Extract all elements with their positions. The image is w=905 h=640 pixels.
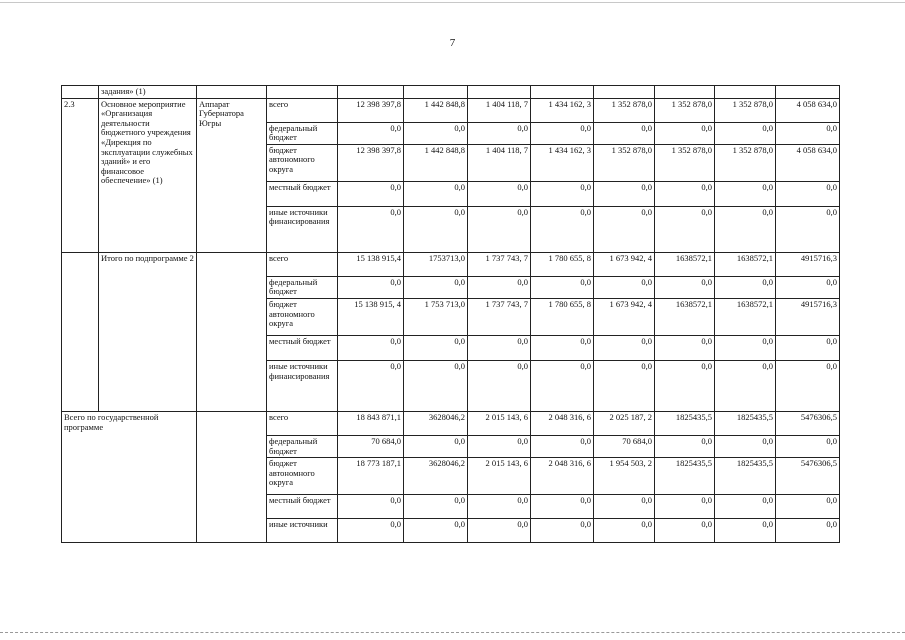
amount-value: 1638572,1	[675, 252, 712, 263]
amount-cell	[594, 252, 655, 276]
funding-source: федеральный бюджет	[267, 276, 338, 298]
amount-cell	[655, 276, 715, 298]
amount-value: 0,0	[390, 335, 401, 346]
amount-value: 0,0	[580, 435, 591, 446]
amount-value: 0,0	[826, 335, 837, 346]
amount-value: 12 398 397,8	[356, 144, 401, 155]
cell-empty	[468, 86, 531, 99]
amount-value: 4915716,3	[800, 298, 837, 309]
amount-value: 0,0	[701, 495, 712, 506]
amount-cell	[715, 335, 776, 360]
activity-name: Основное мероприятие «Организация деятельности бюджетного учреждения «Дирекция по эксплуатации служебных зданий» и его финансовое обеспечение» (1)	[99, 98, 197, 252]
amount-value: 0,0	[580, 360, 591, 371]
funding-source: иные источники финансирования	[267, 360, 338, 411]
amount-cell	[655, 495, 715, 519]
amount-cell	[468, 495, 531, 519]
amount-value: 1825435,5	[736, 411, 773, 422]
amount-value: 0,0	[762, 360, 773, 371]
amount-cell	[468, 122, 531, 144]
amount-cell	[776, 276, 840, 298]
cell-empty	[531, 86, 594, 99]
amount-value: 0,0	[762, 335, 773, 346]
amount-value: 5476306,5	[800, 411, 837, 422]
amount-value: 12 398 397,8	[356, 98, 401, 109]
amount-value: 0,0	[517, 435, 528, 446]
item-number: 2.3	[62, 98, 99, 252]
amount-value: 1638572,1	[736, 252, 773, 263]
amount-cell	[655, 411, 715, 435]
amount-value: 0,0	[454, 435, 465, 446]
amount-value: 3628046,2	[428, 458, 465, 469]
amount-value: 0,0	[517, 122, 528, 133]
amount-value: 15 138 915,4	[356, 252, 401, 263]
amount-cell	[715, 276, 776, 298]
amount-value: 1 404 118, 7	[485, 98, 528, 109]
table-row	[62, 411, 840, 435]
amount-cell	[655, 298, 715, 335]
amount-value: 0,0	[390, 495, 401, 506]
funding-source: федеральный бюджет	[267, 435, 338, 457]
amount-cell	[531, 181, 594, 206]
amount-value: 1 352 878,0	[671, 98, 712, 109]
amount-cell	[594, 181, 655, 206]
amount-cell	[594, 335, 655, 360]
amount-value: 0,0	[454, 360, 465, 371]
amount-value: 1 673 942, 4	[609, 298, 652, 309]
funding-source: бюджет автономного округа	[267, 298, 338, 335]
cell-empty	[197, 252, 267, 411]
amount-value: 0,0	[641, 122, 652, 133]
amount-value: 0,0	[390, 181, 401, 192]
bottom-scan-edge	[0, 632, 905, 634]
amount-cell	[655, 458, 715, 495]
amount-value: 0,0	[517, 360, 528, 371]
amount-value: 0,0	[641, 360, 652, 371]
amount-value: 0,0	[762, 122, 773, 133]
amount-value: 1 954 503, 2	[609, 458, 652, 469]
amount-cell	[404, 360, 468, 411]
amount-value: 0,0	[701, 435, 712, 446]
amount-value: 1825435,5	[736, 458, 773, 469]
amount-cell	[338, 98, 404, 122]
amount-cell	[531, 519, 594, 543]
amount-cell	[404, 519, 468, 543]
amount-cell	[776, 252, 840, 276]
top-scan-edge	[0, 2, 905, 3]
amount-cell	[338, 458, 404, 495]
funding-source: всего	[267, 98, 338, 122]
amount-cell	[404, 252, 468, 276]
amount-cell	[338, 144, 404, 181]
amount-value: 0,0	[826, 360, 837, 371]
amount-value: 0,0	[762, 435, 773, 446]
amount-cell	[655, 181, 715, 206]
amount-value: 1 442 848,8	[424, 98, 465, 109]
amount-cell	[338, 360, 404, 411]
amount-value: 0,0	[826, 495, 837, 506]
amount-value: 0,0	[701, 276, 712, 287]
amount-cell	[594, 206, 655, 252]
amount-value: 1825435,5	[675, 458, 712, 469]
amount-value: 0,0	[641, 276, 652, 287]
funding-source: всего	[267, 252, 338, 276]
amount-cell	[404, 411, 468, 435]
amount-cell	[655, 519, 715, 543]
amount-cell	[338, 435, 404, 457]
amount-cell	[468, 206, 531, 252]
amount-cell	[594, 298, 655, 335]
amount-cell	[594, 98, 655, 122]
amount-cell	[531, 298, 594, 335]
amount-value: 1753713,0	[428, 252, 465, 263]
amount-cell	[468, 144, 531, 181]
amount-value: 0,0	[826, 519, 837, 530]
amount-value: 0,0	[701, 519, 712, 530]
amount-value: 1 737 743, 7	[485, 298, 528, 309]
amount-cell	[468, 519, 531, 543]
amount-value: 0,0	[454, 181, 465, 192]
amount-value: 0,0	[454, 335, 465, 346]
amount-cell	[338, 181, 404, 206]
cell-empty	[62, 86, 99, 99]
amount-value: 0,0	[390, 206, 401, 217]
amount-cell	[594, 276, 655, 298]
amount-cell	[404, 495, 468, 519]
funding-source: всего	[267, 411, 338, 435]
amount-cell	[594, 519, 655, 543]
amount-cell	[715, 435, 776, 457]
amount-cell	[404, 458, 468, 495]
amount-value: 0,0	[454, 206, 465, 217]
amount-value: 0,0	[454, 276, 465, 287]
amount-cell	[594, 360, 655, 411]
amount-value: 1 753 713,0	[424, 298, 465, 309]
cell-empty	[594, 86, 655, 99]
cell-empty	[776, 86, 840, 99]
amount-cell	[531, 411, 594, 435]
amount-cell	[776, 144, 840, 181]
amount-cell	[776, 122, 840, 144]
header-continuation-row	[62, 86, 840, 99]
amount-value: 0,0	[826, 435, 837, 446]
amount-value: 0,0	[826, 181, 837, 192]
amount-value: 1 352 878,0	[732, 144, 773, 155]
amount-value: 0,0	[390, 276, 401, 287]
table-body	[62, 86, 840, 543]
amount-value: 2 048 316, 6	[548, 458, 591, 469]
amount-value: 1 352 878,0	[611, 144, 652, 155]
amount-value: 1 352 878,0	[732, 98, 773, 109]
funding-source: иные источники финансирования	[267, 206, 338, 252]
amount-value: 0,0	[517, 181, 528, 192]
amount-value: 0,0	[826, 206, 837, 217]
amount-cell	[715, 122, 776, 144]
amount-value: 0,0	[580, 122, 591, 133]
cell-empty	[62, 252, 99, 411]
amount-cell	[776, 495, 840, 519]
amount-cell	[594, 122, 655, 144]
amount-value: 1 352 878,0	[671, 144, 712, 155]
amount-cell	[338, 276, 404, 298]
amount-cell	[531, 458, 594, 495]
amount-cell	[468, 98, 531, 122]
funding-source: бюджет автономного округа	[267, 458, 338, 495]
amount-cell	[404, 276, 468, 298]
page-number: 7	[449, 37, 456, 49]
amount-cell	[531, 98, 594, 122]
amount-cell	[468, 360, 531, 411]
funding-source: местный бюджет	[267, 181, 338, 206]
amount-cell	[655, 335, 715, 360]
cell-empty	[404, 86, 468, 99]
amount-value: 0,0	[826, 122, 837, 133]
amount-cell	[468, 411, 531, 435]
amount-value: 4 058 634,0	[796, 144, 837, 155]
amount-value: 0,0	[580, 519, 591, 530]
amount-cell	[404, 206, 468, 252]
amount-cell	[531, 206, 594, 252]
amount-cell	[715, 144, 776, 181]
amount-cell	[338, 411, 404, 435]
amount-cell	[655, 435, 715, 457]
cell-empty	[655, 86, 715, 99]
amount-cell	[338, 122, 404, 144]
amount-cell	[594, 495, 655, 519]
amount-cell	[776, 206, 840, 252]
amount-cell	[531, 435, 594, 457]
amount-cell	[338, 298, 404, 335]
funding-source: местный бюджет	[267, 495, 338, 519]
amount-value: 18 843 871,1	[356, 411, 401, 422]
amount-value: 1 780 655, 8	[548, 298, 591, 309]
amount-value: 1638572,1	[675, 298, 712, 309]
amount-value: 0,0	[454, 122, 465, 133]
amount-value: 1 737 743, 7	[485, 252, 528, 263]
amount-cell	[468, 276, 531, 298]
amount-cell	[594, 411, 655, 435]
amount-cell	[655, 252, 715, 276]
amount-cell	[715, 519, 776, 543]
amount-value: 0,0	[517, 495, 528, 506]
amount-value: 15 138 915, 4	[354, 298, 401, 309]
amount-cell	[594, 144, 655, 181]
amount-cell	[468, 181, 531, 206]
amount-value: 0,0	[454, 519, 465, 530]
amount-cell	[531, 360, 594, 411]
amount-cell	[531, 276, 594, 298]
amount-cell	[776, 298, 840, 335]
amount-value: 0,0	[641, 495, 652, 506]
amount-cell	[594, 435, 655, 457]
amount-cell	[715, 98, 776, 122]
amount-value: 0,0	[517, 276, 528, 287]
amount-value: 0,0	[762, 206, 773, 217]
amount-cell	[468, 298, 531, 335]
amount-value: 1 434 162, 3	[548, 144, 591, 155]
amount-cell	[715, 360, 776, 411]
amount-value: 0,0	[580, 335, 591, 346]
amount-cell	[468, 335, 531, 360]
amount-value: 0,0	[641, 335, 652, 346]
funding-source: иные источники	[267, 519, 338, 543]
amount-value: 0,0	[762, 519, 773, 530]
amount-value: 1 404 118, 7	[485, 144, 528, 155]
amount-cell	[776, 519, 840, 543]
amount-value: 1 442 848,8	[424, 144, 465, 155]
amount-value: 0,0	[580, 206, 591, 217]
subtotal-label: Итого по подпрограмме 2	[99, 252, 197, 411]
amount-cell	[655, 98, 715, 122]
executor: Аппарат Губернатора Югры	[197, 98, 267, 252]
amount-cell	[404, 144, 468, 181]
amount-cell	[531, 122, 594, 144]
amount-cell	[338, 206, 404, 252]
amount-cell	[776, 411, 840, 435]
amount-value: 0,0	[826, 276, 837, 287]
amount-cell	[531, 495, 594, 519]
amount-value: 0,0	[517, 519, 528, 530]
amount-value: 0,0	[701, 206, 712, 217]
table-row	[62, 98, 840, 122]
amount-value: 0,0	[580, 181, 591, 192]
amount-value: 0,0	[517, 335, 528, 346]
amount-cell	[776, 435, 840, 457]
amount-cell	[776, 458, 840, 495]
amount-cell	[404, 335, 468, 360]
amount-value: 70 684,0	[371, 435, 401, 446]
amount-value: 4915716,3	[800, 252, 837, 263]
amount-cell	[655, 360, 715, 411]
amount-value: 2 015 143, 6	[485, 458, 528, 469]
cell-empty	[267, 86, 338, 99]
amount-cell	[776, 98, 840, 122]
amount-value: 2 025 187, 2	[609, 411, 652, 422]
amount-value: 0,0	[701, 181, 712, 192]
funding-source: местный бюджет	[267, 335, 338, 360]
amount-value: 0,0	[390, 519, 401, 530]
amount-cell	[404, 298, 468, 335]
cell-empty	[338, 86, 404, 99]
amount-cell	[531, 144, 594, 181]
amount-cell	[715, 206, 776, 252]
amount-value: 1 352 878,0	[611, 98, 652, 109]
amount-value: 2 015 143, 6	[485, 411, 528, 422]
amount-cell	[715, 298, 776, 335]
amount-value: 0,0	[580, 495, 591, 506]
amount-cell	[655, 206, 715, 252]
amount-value: 1638572,1	[736, 298, 773, 309]
amount-cell	[531, 335, 594, 360]
funding-source: федеральный бюджет	[267, 122, 338, 144]
cell-empty	[197, 86, 267, 99]
table-row	[62, 252, 840, 276]
amount-value: 1 780 655, 8	[548, 252, 591, 263]
amount-value: 0,0	[641, 519, 652, 530]
amount-value: 2 048 316, 6	[548, 411, 591, 422]
cell-empty	[197, 411, 267, 542]
amount-cell	[715, 252, 776, 276]
amount-value: 0,0	[762, 181, 773, 192]
amount-value: 1825435,5	[675, 411, 712, 422]
amount-cell	[338, 495, 404, 519]
amount-cell	[468, 458, 531, 495]
amount-value: 3628046,2	[428, 411, 465, 422]
cell-empty	[715, 86, 776, 99]
program-total-label: Всего по государственной программе	[62, 411, 197, 542]
amount-value: 0,0	[762, 276, 773, 287]
amount-cell	[404, 181, 468, 206]
amount-cell	[715, 495, 776, 519]
amount-cell	[776, 335, 840, 360]
amount-value: 0,0	[762, 495, 773, 506]
amount-cell	[715, 458, 776, 495]
continued-text: задания» (1)	[99, 86, 197, 99]
amount-value: 18 773 187,1	[356, 458, 401, 469]
amount-cell	[655, 144, 715, 181]
amount-value: 0,0	[454, 495, 465, 506]
amount-cell	[404, 122, 468, 144]
budget-table	[61, 85, 840, 543]
amount-value: 0,0	[390, 122, 401, 133]
amount-cell	[338, 335, 404, 360]
amount-cell	[404, 98, 468, 122]
amount-value: 70 684,0	[622, 435, 652, 446]
amount-cell	[468, 252, 531, 276]
amount-value: 1 434 162, 3	[548, 98, 591, 109]
amount-cell	[594, 458, 655, 495]
amount-value: 0,0	[641, 181, 652, 192]
funding-source: бюджет автономного округа	[267, 144, 338, 181]
amount-value: 0,0	[517, 206, 528, 217]
amount-value: 0,0	[580, 276, 591, 287]
amount-cell	[776, 360, 840, 411]
amount-value: 1 673 942, 4	[609, 252, 652, 263]
amount-cell	[715, 181, 776, 206]
amount-value: 0,0	[641, 206, 652, 217]
amount-value: 0,0	[701, 335, 712, 346]
amount-value: 0,0	[390, 360, 401, 371]
amount-value: 0,0	[701, 360, 712, 371]
amount-value: 5476306,5	[800, 458, 837, 469]
amount-value: 0,0	[701, 122, 712, 133]
amount-cell	[715, 411, 776, 435]
amount-cell	[338, 252, 404, 276]
amount-cell	[338, 519, 404, 543]
amount-cell	[468, 435, 531, 457]
amount-cell	[776, 181, 840, 206]
amount-cell	[404, 435, 468, 457]
amount-cell	[655, 122, 715, 144]
amount-value: 4 058 634,0	[796, 98, 837, 109]
amount-cell	[531, 252, 594, 276]
